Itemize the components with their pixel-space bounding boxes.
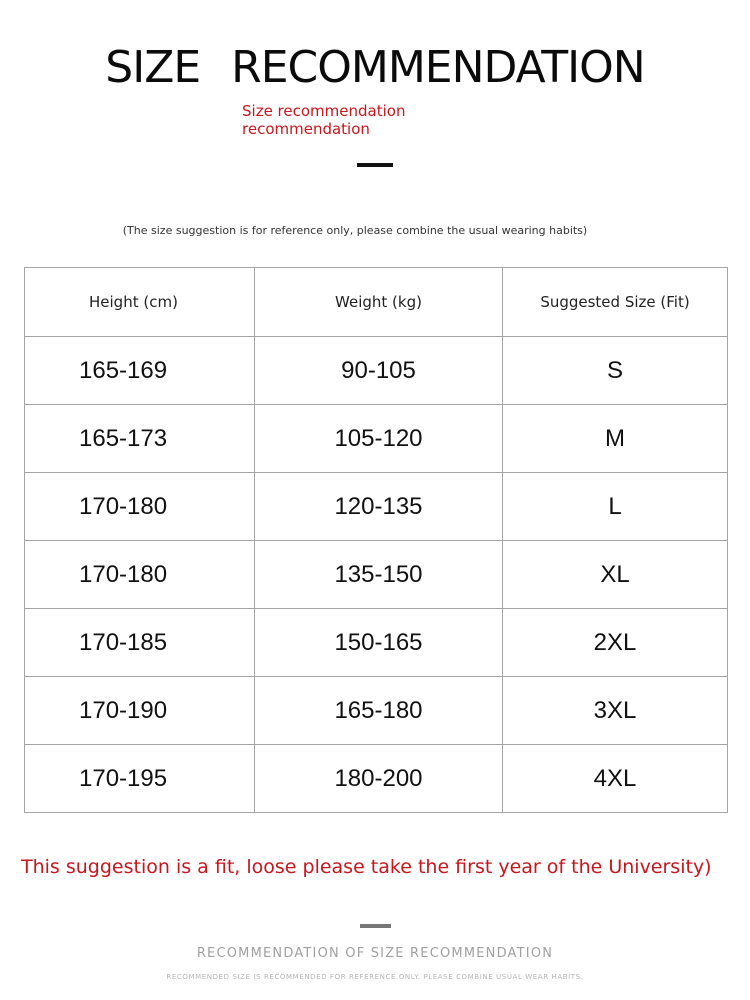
size-table — [24, 267, 728, 813]
cell-height: 170-195 — [25, 745, 255, 813]
cell-weight: 165-180 — [255, 677, 503, 745]
cell-height: 165-169 — [25, 337, 255, 405]
table-row — [25, 337, 728, 405]
cell-size: M — [503, 405, 728, 473]
cell-weight: 180-200 — [255, 745, 503, 813]
table-header-row — [25, 268, 728, 337]
page-title: SIZE RECOMMENDATION — [105, 42, 645, 93]
footer-title: RECOMMENDATION OF SIZE RECOMMENDATION — [196, 946, 554, 961]
table-row — [25, 473, 728, 541]
cell-weight: 135-150 — [255, 541, 503, 609]
cell-weight: 105-120 — [255, 405, 503, 473]
bottom-divider — [360, 924, 391, 928]
column-header-weight: Weight (kg) — [255, 268, 503, 337]
cell-size: L — [503, 473, 728, 541]
cell-weight: 120-135 — [255, 473, 503, 541]
fit-disclaimer: This suggestion is a fit, loose please take the first year of the University) — [21, 856, 712, 878]
column-header-size: Suggested Size (Fit) — [503, 268, 728, 337]
subtitle-line-2: recommendation — [242, 120, 370, 138]
cell-height: 165-173 — [25, 405, 255, 473]
column-header-height: Height (cm) — [25, 268, 255, 337]
table-row — [25, 745, 728, 813]
table-row — [25, 609, 728, 677]
cell-height: 170-185 — [25, 609, 255, 677]
cell-size: 3XL — [503, 677, 728, 745]
top-divider — [357, 163, 393, 167]
table-row — [25, 405, 728, 473]
subtitle — [242, 102, 502, 138]
subtitle-line-1: Size recommendation — [242, 102, 406, 120]
cell-size: S — [503, 337, 728, 405]
cell-height: 170-180 — [25, 473, 255, 541]
table-row — [25, 541, 728, 609]
cell-height: 170-180 — [25, 541, 255, 609]
table-row — [25, 677, 728, 745]
cell-weight: 150-165 — [255, 609, 503, 677]
cell-height: 170-190 — [25, 677, 255, 745]
reference-note: (The size suggestion is for reference only, please combine the usual wearing habits) — [122, 224, 588, 237]
footer-fine-print: RECOMMENDED SIZE IS RECOMMENDED FOR REFERENCE ONLY. PLEASE COMBINE USUAL WEAR HABITS. — [166, 973, 584, 981]
cell-weight: 90-105 — [255, 337, 503, 405]
cell-size: 4XL — [503, 745, 728, 813]
cell-size: 2XL — [503, 609, 728, 677]
cell-size: XL — [503, 541, 728, 609]
